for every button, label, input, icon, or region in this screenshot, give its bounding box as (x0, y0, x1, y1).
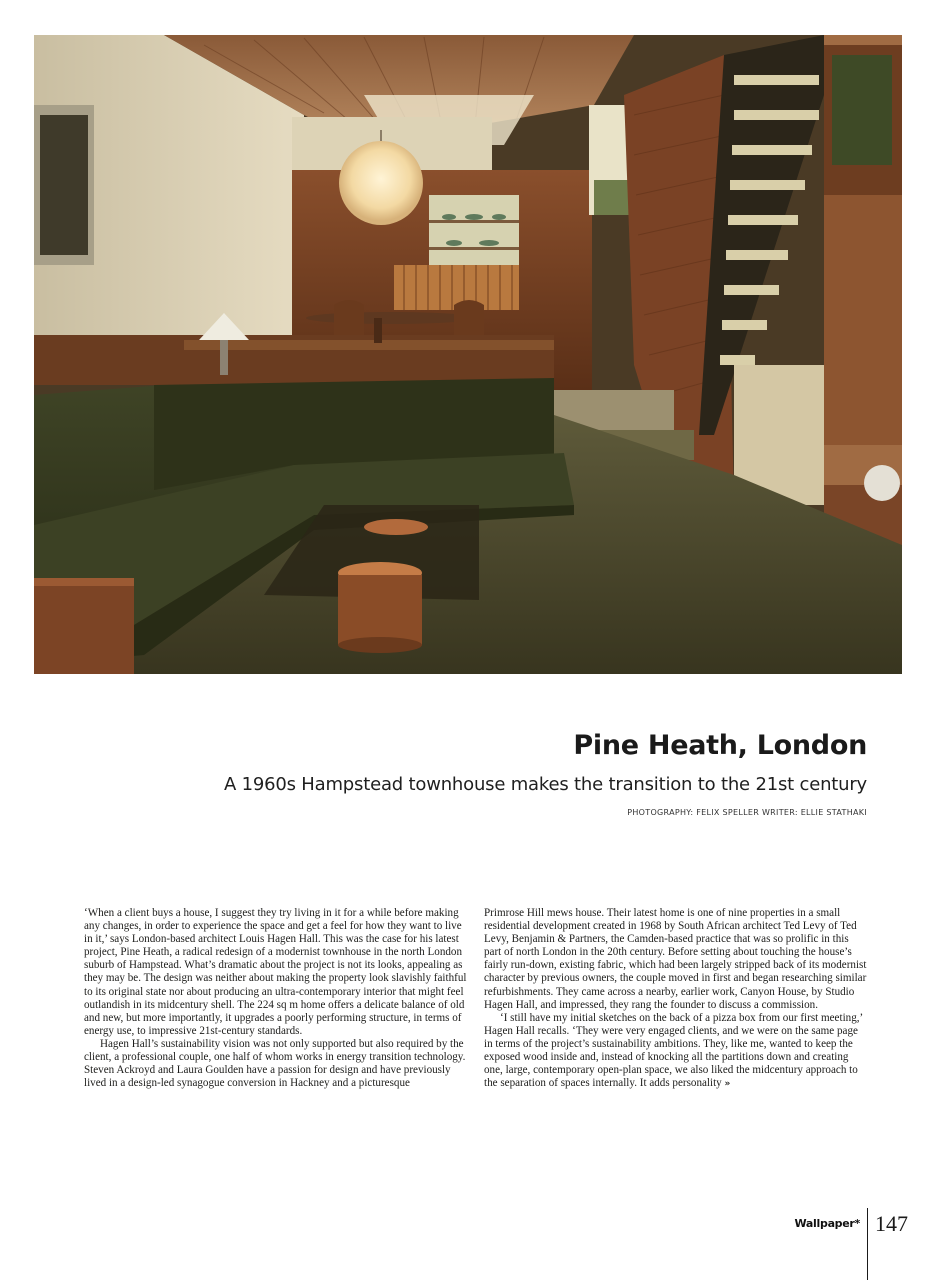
article-headline: Pine Heath, London (573, 730, 867, 761)
interior-photo (34, 35, 902, 674)
body-column-right (484, 907, 868, 1091)
body-paragraph: ‘When a client buys a house, I suggest they try living in it for a while before making any changes, in order to experience the space and get a feel for how they want to live in it,’ says London-based architect Louis Hagen Hall. This was the case for his latest project, Pine Heath, a radical redesign of a modernist townhouse in the north London suburb of Hampstead. What’s dramatic about the project is not its looks, appealing as they may be. The design was neither about making the property look slavishly faithful to its original state nor about producing an ultra-contemporary interior that might feel outlandish in its midcentury shell. The 224 sq m home offers a delicate balance of old and new, but more importantly, it upgrades a poorly performing structure, in terms of energy use, to impressive 21st-century standards. (84, 907, 467, 1037)
body-paragraph: Hagen Hall’s sustainability vision was not only supported but also required by the client, a professional couple, one half of whom works in energy transition technology. Steven Ackroyd and Laura Goulden have a passion for design and have previously lived in a design-led synagogue conversion in Hackney and a picturesque (84, 1037, 466, 1090)
continue-arrows-icon: » (724, 1079, 731, 1090)
body-paragraph: Primrose Hill mews house. Their latest home is one of nine properties in a small residential development created in 1968 by South African architect Ted Levy of Ted Levy, Benjamin & Partners, the Camden-based practice that was so prolific in this part of north London in the 20th century. Before setting about touching the house’s fairly run-down, existing fabric, which had been largely stripped back of its modernist character by previous owners, the couple moved in first and began researching similar refurbishments. They came across a nearby, earlier work, Canyon House, by Studio Hagen Hall, and impressed, they rang the founder to discuss a commission. (484, 907, 867, 1011)
article-standfirst: A 1960s Hampstead townhouse makes the transition to the 21st century (223, 774, 867, 795)
body-column-left (84, 907, 468, 1090)
body-paragraph (484, 1012, 868, 1092)
article-credits: PHOTOGRAPHY: FELIX SPELLER WRITER: ELLIE STATHAKI (627, 808, 867, 817)
body-paragraph-text: ‘I still have my initial sketches on the back of a pizza box from our first meeting,’ Hagen Hall recalls. ‘They were very engaged clients, and we were on the same page in terms of the project’s sustainability ambitions. They, like me, wanted to keep the exposed wood inside and, instead of knocking all the partitions down and creating one, large, contemporary open-plan space, we also liked the midcentury approach to the separation of spaces internally. It adds personality (484, 1011, 863, 1090)
magazine-brand: Wallpaper* (794, 1217, 860, 1230)
footer-divider (867, 1208, 868, 1280)
interior-illustration (34, 35, 902, 674)
page-number: 147 (875, 1211, 908, 1236)
